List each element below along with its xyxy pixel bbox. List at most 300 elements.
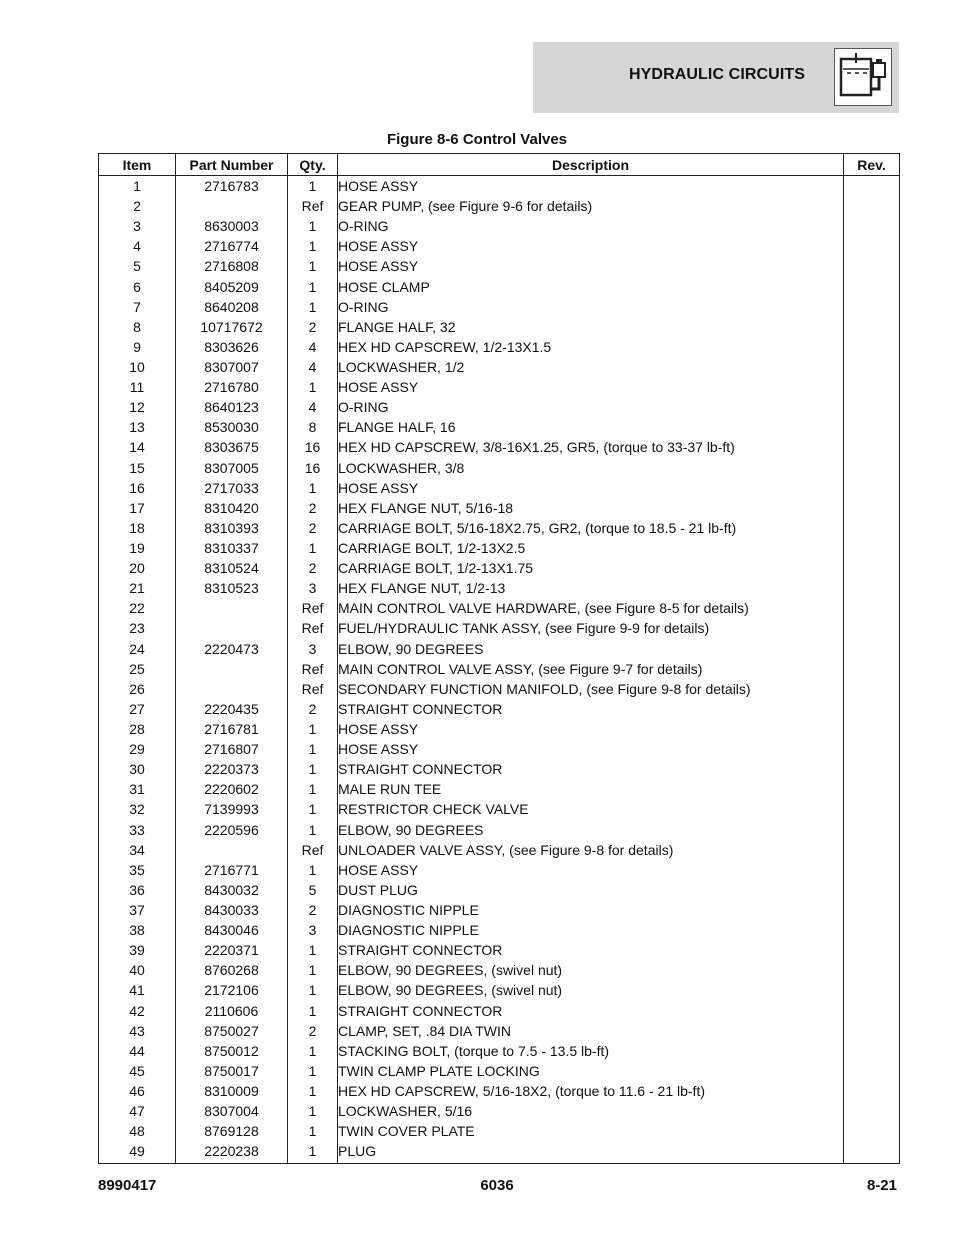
description-cell: HOSE ASSY xyxy=(338,739,844,759)
part-number-cell: 8310337 xyxy=(176,538,288,558)
item-cell: 32 xyxy=(99,799,176,819)
rev-cell xyxy=(844,639,900,659)
table-row xyxy=(99,498,900,518)
item-cell: 20 xyxy=(99,558,176,578)
qty-cell: 1 xyxy=(288,1121,338,1141)
part-number-cell: 8303626 xyxy=(176,337,288,357)
description-cell: CARRIAGE BOLT, 1/2-13X2.5 xyxy=(338,538,844,558)
qty-cell: Ref xyxy=(288,659,338,679)
qty-cell: 1 xyxy=(288,799,338,819)
section-title: HYDRAULIC CIRCUITS xyxy=(629,66,806,83)
item-cell: 2 xyxy=(99,196,176,216)
rev-cell xyxy=(844,1021,900,1041)
qty-cell: 8 xyxy=(288,417,338,437)
table-row xyxy=(99,900,900,920)
qty-cell: Ref xyxy=(288,598,338,618)
rev-cell xyxy=(844,578,900,598)
qty-cell: 1 xyxy=(288,719,338,739)
part-number-cell xyxy=(176,659,288,679)
table-row xyxy=(99,1021,900,1041)
description-cell: STACKING BOLT, (torque to 7.5 - 13.5 lb-ft) xyxy=(338,1041,844,1061)
item-cell: 3 xyxy=(99,216,176,236)
table-row xyxy=(99,417,900,437)
table-row xyxy=(99,256,900,276)
description-cell: STRAIGHT CONNECTOR xyxy=(338,1000,844,1020)
qty-cell: 2 xyxy=(288,317,338,337)
item-cell: 47 xyxy=(99,1101,176,1121)
part-number-cell: 2716783 xyxy=(176,176,288,197)
qty-cell: 1 xyxy=(288,236,338,256)
part-number-cell: 2220602 xyxy=(176,779,288,799)
item-cell: 49 xyxy=(99,1141,176,1164)
qty-cell: 1 xyxy=(288,538,338,558)
part-number-cell xyxy=(176,196,288,216)
qty-cell: 4 xyxy=(288,397,338,417)
rev-cell xyxy=(844,900,900,920)
qty-cell: 3 xyxy=(288,639,338,659)
qty-cell: 1 xyxy=(288,779,338,799)
part-number-cell: 2716771 xyxy=(176,860,288,880)
rev-cell xyxy=(844,1101,900,1121)
part-number-cell: 8310009 xyxy=(176,1081,288,1101)
item-cell: 42 xyxy=(99,1000,176,1020)
part-number-cell: 2220373 xyxy=(176,759,288,779)
description-cell: ELBOW, 90 DEGREES xyxy=(338,639,844,659)
footer-page-number: 8-21 xyxy=(866,1177,897,1194)
description-cell: O-RING xyxy=(338,297,844,317)
rev-cell xyxy=(844,1000,900,1020)
description-cell: CARRIAGE BOLT, 1/2-13X1.75 xyxy=(338,558,844,578)
rev-cell xyxy=(844,458,900,478)
part-number-cell: 8640123 xyxy=(176,397,288,417)
table-row xyxy=(99,679,900,699)
table-row xyxy=(99,176,900,197)
description-cell: PLUG xyxy=(338,1141,844,1164)
rev-cell xyxy=(844,417,900,437)
qty-cell: Ref xyxy=(288,840,338,860)
part-number-cell: 8405209 xyxy=(176,277,288,297)
column-header-part-number: Part Number xyxy=(176,154,288,176)
table-row xyxy=(99,538,900,558)
item-cell: 7 xyxy=(99,297,176,317)
part-number-cell: 2220238 xyxy=(176,1141,288,1164)
description-cell: HEX FLANGE NUT, 1/2-13 xyxy=(338,578,844,598)
figure-title: Figure 8-6 Control Valves xyxy=(386,131,568,148)
parts-table-body xyxy=(99,176,900,1164)
rev-cell xyxy=(844,759,900,779)
item-cell: 25 xyxy=(99,659,176,679)
item-cell: 33 xyxy=(99,820,176,840)
description-cell: MALE RUN TEE xyxy=(338,779,844,799)
part-number-cell: 2110606 xyxy=(176,1000,288,1020)
table-row xyxy=(99,437,900,457)
item-cell: 21 xyxy=(99,578,176,598)
description-cell: MAIN CONTROL VALVE ASSY, (see Figure 9-7 for details) xyxy=(338,659,844,679)
parts-table xyxy=(98,153,900,1164)
part-number-cell: 8430046 xyxy=(176,920,288,940)
table-header-row xyxy=(99,154,900,176)
item-cell: 13 xyxy=(99,417,176,437)
item-cell: 12 xyxy=(99,397,176,417)
rev-cell xyxy=(844,618,900,638)
rev-cell xyxy=(844,498,900,518)
rev-cell xyxy=(844,598,900,618)
description-cell: SECONDARY FUNCTION MANIFOLD, (see Figure 9-8 for details) xyxy=(338,679,844,699)
part-number-cell: 8430033 xyxy=(176,900,288,920)
table-row xyxy=(99,1121,900,1141)
qty-cell: 2 xyxy=(288,699,338,719)
rev-cell xyxy=(844,478,900,498)
table-row xyxy=(99,820,900,840)
column-header-qty: Qty. xyxy=(288,154,338,176)
qty-cell: 16 xyxy=(288,437,338,457)
item-cell: 31 xyxy=(99,779,176,799)
table-row xyxy=(99,840,900,860)
item-cell: 45 xyxy=(99,1061,176,1081)
part-number-cell: 8307005 xyxy=(176,458,288,478)
section-header xyxy=(533,42,899,113)
item-cell: 43 xyxy=(99,1021,176,1041)
part-number-cell: 2172106 xyxy=(176,980,288,1000)
qty-cell: 1 xyxy=(288,1041,338,1061)
description-cell: STRAIGHT CONNECTOR xyxy=(338,699,844,719)
table-row xyxy=(99,1081,900,1101)
qty-cell: 1 xyxy=(288,980,338,1000)
item-cell: 1 xyxy=(99,176,176,197)
description-cell: UNLOADER VALVE ASSY, (see Figure 9-8 for details) xyxy=(338,840,844,860)
table-row xyxy=(99,799,900,819)
rev-cell xyxy=(844,518,900,538)
description-cell: FLANGE HALF, 16 xyxy=(338,417,844,437)
qty-cell: 4 xyxy=(288,357,338,377)
qty-cell: 5 xyxy=(288,880,338,900)
qty-cell: 4 xyxy=(288,337,338,357)
qty-cell: 1 xyxy=(288,1081,338,1101)
part-number-cell: 2716808 xyxy=(176,256,288,276)
description-cell: HEX HD CAPSCREW, 5/16-18X2, (torque to 11.6 - 21 lb-ft) xyxy=(338,1081,844,1101)
table-row xyxy=(99,880,900,900)
item-cell: 40 xyxy=(99,960,176,980)
table-row xyxy=(99,940,900,960)
part-number-cell: 2220371 xyxy=(176,940,288,960)
part-number-cell: 8750012 xyxy=(176,1041,288,1061)
table-row xyxy=(99,297,900,317)
item-cell: 48 xyxy=(99,1121,176,1141)
part-number-cell: 8750027 xyxy=(176,1021,288,1041)
qty-cell: 16 xyxy=(288,458,338,478)
part-number-cell: 7139993 xyxy=(176,799,288,819)
qty-cell: 1 xyxy=(288,377,338,397)
item-cell: 37 xyxy=(99,900,176,920)
part-number-cell: 8630003 xyxy=(176,216,288,236)
description-cell: FLANGE HALF, 32 xyxy=(338,317,844,337)
description-cell: DUST PLUG xyxy=(338,880,844,900)
description-cell: ELBOW, 90 DEGREES xyxy=(338,820,844,840)
table-row xyxy=(99,478,900,498)
item-cell: 9 xyxy=(99,337,176,357)
qty-cell: 1 xyxy=(288,216,338,236)
qty-cell: 1 xyxy=(288,1061,338,1081)
qty-cell: 1 xyxy=(288,256,338,276)
part-number-cell: 2717033 xyxy=(176,478,288,498)
part-number-cell xyxy=(176,679,288,699)
table-row xyxy=(99,719,900,739)
item-cell: 10 xyxy=(99,357,176,377)
description-cell: HOSE CLAMP xyxy=(338,277,844,297)
description-cell: LOCKWASHER, 3/8 xyxy=(338,458,844,478)
qty-cell: 2 xyxy=(288,900,338,920)
item-cell: 36 xyxy=(99,880,176,900)
description-cell: TWIN CLAMP PLATE LOCKING xyxy=(338,1061,844,1081)
rev-cell xyxy=(844,558,900,578)
table-row xyxy=(99,779,900,799)
qty-cell: 1 xyxy=(288,759,338,779)
qty-cell: Ref xyxy=(288,618,338,638)
table-row xyxy=(99,759,900,779)
table-row xyxy=(99,1061,900,1081)
item-cell: 39 xyxy=(99,940,176,960)
description-cell: ELBOW, 90 DEGREES, (swivel nut) xyxy=(338,960,844,980)
item-cell: 30 xyxy=(99,759,176,779)
part-number-cell xyxy=(176,618,288,638)
footer-model: 6036 xyxy=(480,1177,514,1194)
part-number-cell: 8307004 xyxy=(176,1101,288,1121)
qty-cell: 1 xyxy=(288,297,338,317)
part-number-cell: 8310523 xyxy=(176,578,288,598)
table-row xyxy=(99,317,900,337)
qty-cell: Ref xyxy=(288,196,338,216)
qty-cell: 1 xyxy=(288,820,338,840)
rev-cell xyxy=(844,437,900,457)
description-cell: CLAMP, SET, .84 DIA TWIN xyxy=(338,1021,844,1041)
item-cell: 46 xyxy=(99,1081,176,1101)
item-cell: 15 xyxy=(99,458,176,478)
item-cell: 22 xyxy=(99,598,176,618)
item-cell: 34 xyxy=(99,840,176,860)
part-number-cell: 8307007 xyxy=(176,357,288,377)
qty-cell: 1 xyxy=(288,1101,338,1121)
part-number-cell: 2716780 xyxy=(176,377,288,397)
part-number-cell xyxy=(176,840,288,860)
part-number-cell xyxy=(176,598,288,618)
qty-cell: 1 xyxy=(288,277,338,297)
part-number-cell: 2716807 xyxy=(176,739,288,759)
description-cell: HEX FLANGE NUT, 5/16-18 xyxy=(338,498,844,518)
qty-cell: 1 xyxy=(288,739,338,759)
rev-cell xyxy=(844,860,900,880)
table-row xyxy=(99,518,900,538)
description-cell: TWIN COVER PLATE xyxy=(338,1121,844,1141)
column-header-item: Item xyxy=(99,154,176,176)
item-cell: 27 xyxy=(99,699,176,719)
qty-cell: 1 xyxy=(288,940,338,960)
rev-cell xyxy=(844,1041,900,1061)
table-row xyxy=(99,920,900,940)
rev-cell xyxy=(844,739,900,759)
item-cell: 14 xyxy=(99,437,176,457)
rev-cell xyxy=(844,196,900,216)
description-cell: HOSE ASSY xyxy=(338,860,844,880)
description-cell: GEAR PUMP, (see Figure 9-6 for details) xyxy=(338,196,844,216)
qty-cell: 2 xyxy=(288,1021,338,1041)
table-row xyxy=(99,1000,900,1020)
rev-cell xyxy=(844,277,900,297)
table-row xyxy=(99,578,900,598)
description-cell: FUEL/HYDRAULIC TANK ASSY, (see Figure 9-9 for details) xyxy=(338,618,844,638)
rev-cell xyxy=(844,1081,900,1101)
item-cell: 26 xyxy=(99,679,176,699)
part-number-cell: 10717672 xyxy=(176,317,288,337)
rev-cell xyxy=(844,256,900,276)
rev-cell xyxy=(844,1121,900,1141)
rev-cell xyxy=(844,176,900,197)
description-cell: HOSE ASSY xyxy=(338,176,844,197)
item-cell: 8 xyxy=(99,317,176,337)
table-row xyxy=(99,739,900,759)
item-cell: 38 xyxy=(99,920,176,940)
rev-cell xyxy=(844,719,900,739)
rev-cell xyxy=(844,297,900,317)
item-cell: 17 xyxy=(99,498,176,518)
rev-cell xyxy=(844,699,900,719)
column-header-rev: Rev. xyxy=(844,154,900,176)
rev-cell xyxy=(844,920,900,940)
description-cell: HEX HD CAPSCREW, 1/2-13X1.5 xyxy=(338,337,844,357)
qty-cell: 1 xyxy=(288,860,338,880)
description-cell: ELBOW, 90 DEGREES, (swivel nut) xyxy=(338,980,844,1000)
description-cell: HEX HD CAPSCREW, 3/8-16X1.25, GR5, (torque to 33-37 lb-ft) xyxy=(338,437,844,457)
description-cell: HOSE ASSY xyxy=(338,719,844,739)
table-row xyxy=(99,558,900,578)
rev-cell xyxy=(844,538,900,558)
rev-cell xyxy=(844,960,900,980)
table-row xyxy=(99,960,900,980)
rev-cell xyxy=(844,779,900,799)
description-cell: HOSE ASSY xyxy=(338,377,844,397)
item-cell: 41 xyxy=(99,980,176,1000)
table-row xyxy=(99,1101,900,1121)
rev-cell xyxy=(844,799,900,819)
table-row xyxy=(99,618,900,638)
table-row xyxy=(99,980,900,1000)
part-number-cell: 8430032 xyxy=(176,880,288,900)
rev-cell xyxy=(844,236,900,256)
description-cell: HOSE ASSY xyxy=(338,478,844,498)
table-row xyxy=(99,598,900,618)
part-number-cell: 2716781 xyxy=(176,719,288,739)
table-row xyxy=(99,277,900,297)
description-cell: O-RING xyxy=(338,216,844,236)
description-cell: DIAGNOSTIC NIPPLE xyxy=(338,920,844,940)
table-row xyxy=(99,357,900,377)
rev-cell xyxy=(844,377,900,397)
item-cell: 5 xyxy=(99,256,176,276)
item-cell: 16 xyxy=(99,478,176,498)
description-cell: HOSE ASSY xyxy=(338,236,844,256)
description-cell: O-RING xyxy=(338,397,844,417)
qty-cell: 1 xyxy=(288,478,338,498)
description-cell: RESTRICTOR CHECK VALVE xyxy=(338,799,844,819)
qty-cell: 2 xyxy=(288,498,338,518)
rev-cell xyxy=(844,679,900,699)
table-row xyxy=(99,699,900,719)
description-cell: LOCKWASHER, 5/16 xyxy=(338,1101,844,1121)
table-row xyxy=(99,1041,900,1061)
item-cell: 23 xyxy=(99,618,176,638)
description-cell: HOSE ASSY xyxy=(338,256,844,276)
column-header-description: Description xyxy=(338,154,844,176)
qty-cell: 1 xyxy=(288,176,338,197)
qty-cell: 2 xyxy=(288,558,338,578)
description-cell: STRAIGHT CONNECTOR xyxy=(338,759,844,779)
item-cell: 44 xyxy=(99,1041,176,1061)
part-number-cell: 2220435 xyxy=(176,699,288,719)
rev-cell xyxy=(844,337,900,357)
item-cell: 28 xyxy=(99,719,176,739)
table-row xyxy=(99,659,900,679)
table-row xyxy=(99,860,900,880)
qty-cell: Ref xyxy=(288,679,338,699)
item-cell: 35 xyxy=(99,860,176,880)
part-number-cell: 8303675 xyxy=(176,437,288,457)
table-row xyxy=(99,236,900,256)
item-cell: 11 xyxy=(99,377,176,397)
table-row xyxy=(99,216,900,236)
footer-doc-number: 8990417 xyxy=(98,1177,157,1194)
rev-cell xyxy=(844,397,900,417)
rev-cell xyxy=(844,216,900,236)
qty-cell: 2 xyxy=(288,518,338,538)
rev-cell xyxy=(844,1141,900,1164)
item-cell: 4 xyxy=(99,236,176,256)
table-row xyxy=(99,337,900,357)
part-number-cell: 8750017 xyxy=(176,1061,288,1081)
description-cell: DIAGNOSTIC NIPPLE xyxy=(338,900,844,920)
rev-cell xyxy=(844,357,900,377)
item-cell: 24 xyxy=(99,639,176,659)
part-number-cell: 8640208 xyxy=(176,297,288,317)
table-row xyxy=(99,1141,900,1164)
table-row xyxy=(99,377,900,397)
rev-cell xyxy=(844,940,900,960)
rev-cell xyxy=(844,840,900,860)
table-row xyxy=(99,397,900,417)
rev-cell xyxy=(844,1061,900,1081)
item-cell: 29 xyxy=(99,739,176,759)
item-cell: 18 xyxy=(99,518,176,538)
qty-cell: 1 xyxy=(288,1000,338,1020)
item-cell: 6 xyxy=(99,277,176,297)
qty-cell: 3 xyxy=(288,578,338,598)
hydraulic-tank-icon xyxy=(834,48,892,106)
part-number-cell: 8769128 xyxy=(176,1121,288,1141)
part-number-cell: 2220596 xyxy=(176,820,288,840)
table-row xyxy=(99,639,900,659)
part-number-cell: 8760268 xyxy=(176,960,288,980)
description-cell: LOCKWASHER, 1/2 xyxy=(338,357,844,377)
part-number-cell: 8310524 xyxy=(176,558,288,578)
qty-cell: 3 xyxy=(288,920,338,940)
qty-cell: 1 xyxy=(288,960,338,980)
rev-cell xyxy=(844,659,900,679)
table-row xyxy=(99,458,900,478)
part-number-cell: 8310420 xyxy=(176,498,288,518)
item-cell: 19 xyxy=(99,538,176,558)
rev-cell xyxy=(844,980,900,1000)
description-cell: MAIN CONTROL VALVE HARDWARE, (see Figure 8-5 for details) xyxy=(338,598,844,618)
rev-cell xyxy=(844,880,900,900)
part-number-cell: 8310393 xyxy=(176,518,288,538)
